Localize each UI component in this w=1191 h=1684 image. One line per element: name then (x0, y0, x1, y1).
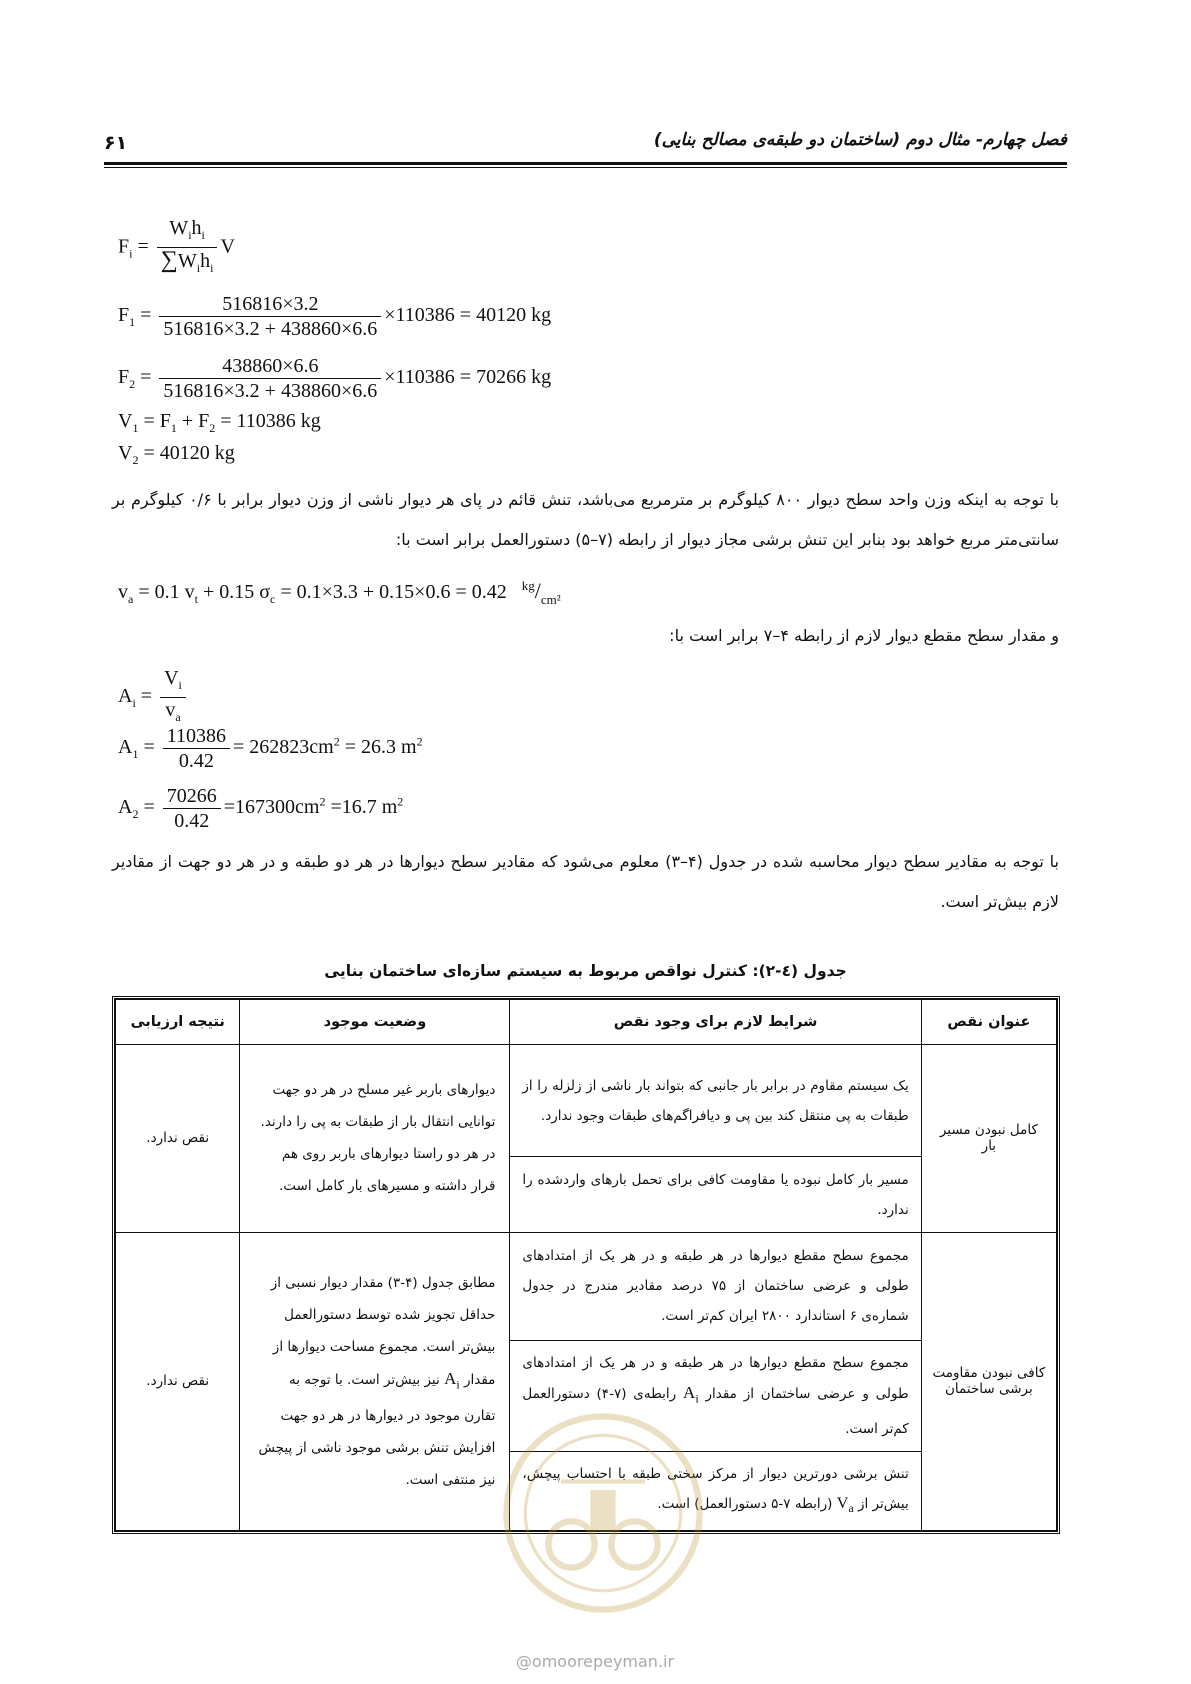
equation-va: $v_a = 0.1$ $v_t + 0.15$ $\sigma_c = 0.1\times 3.3 + 0.15\times 0.6 = 0.42$ $^{kg}/_{cm^2}$ (118, 578, 561, 607)
equation-a2: $A_2$ = $\frac{70266}{0.42}$ $=167300cm^2 =16.7$ $m^2$ (118, 785, 404, 832)
row1-status: دیوارهای باربر غیر مسلح در هر دو جهت توانایی انتقال بار از طبقات به پی را دارند. در هر دو راستا دیوارهای باربر روی هم قرار داشته و مسیرهای بار کامل است. (240, 1045, 510, 1233)
row2-result: نقص ندارد. (116, 1232, 240, 1530)
header-rule-thick (104, 162, 1067, 165)
table-row (116, 1232, 1057, 1340)
chapter-title: فصل چهارم- مثال دوم (ساختمان دو طبقه‌ی مصالح بنایی) (653, 130, 1067, 150)
paragraph-conclusion: با توجه به مقادیر سطح دیوار محاسبه شده در جدول (۴–۳) معلوم می‌شود که مقادیر سطح دیوارها در هر دو طبقه و در هر دو جهت از مقادیر لازم بیش‌تر است. (112, 852, 1060, 911)
row2-condition-2: مجموع سطح مقطع دیوارها در هر طبقه و در هر یک از امتدادهای طولی و عرضی ساختمان از مقدار $A_i$ رابطه‌ی (۷-۴) دستورالعمل کم‌تر است. (510, 1341, 921, 1451)
equation-v2: $V_2 = 40120$ kg (118, 442, 235, 467)
row1-condition-2: مسیر بار کامل نبوده یا مقاومت کافی برای تحمل بارهای واردشده را ندارد. (510, 1157, 921, 1232)
table-caption: جدول (٤-٢): کنترل نواقص مربوط به سیستم سازه‌ای ساختمان بنایی (324, 962, 847, 980)
header-result: نتیجه ارزیابی (116, 1000, 240, 1045)
table-header-row (116, 1000, 1057, 1045)
equation-f1: $F_1$ = $\frac{516816\times 3.2}{516816\times 3.2 + 438860\times 6.6}$ ×110386 = 40120 kg (118, 293, 552, 340)
seal-watermark-icon (498, 1408, 708, 1618)
header-conditions: شرایط لازم برای وجود نقص (510, 1000, 921, 1045)
row1-result: نقص ندارد. (116, 1045, 240, 1233)
row2-title: کافی نبودن مقاومت برشی ساختمان (921, 1232, 1056, 1530)
equation-a1: $A_1$ = $\frac{110386}{0.42}$ = $262823cm^2 = 26.3$ $m^2$ (118, 725, 423, 772)
paragraph-wall-stress: با توجه به اینکه وزن واحد سطح دیوار ۸۰۰ کیلوگرم بر مترمربع می‌باشد، تنش قائم در پای هر دیوار ناشی از وزن دیوار برابر با ۰/۶ کیلوگرم بر سانتی‌متر مربع خواهد بود بنابر این تنش برشی مجاز دیوار از رابطه (۷–۵) دستورالعمل برابر است با: (112, 490, 1060, 549)
row2-condition-3: تنش برشی دورترین دیوار از مرکز سختی طبقه با احتساب پیچش، بیش‌تر از $V_a$ (رابطه ۷-۵ دستورالعمل) است. (510, 1451, 921, 1530)
website-watermark: @omoorepeyman.ir (515, 1652, 675, 1671)
equation-fi: $F_i$ = $\frac{W_ih_i}{\sum W_ih_i}$ V (118, 217, 235, 275)
row2-condition-1: مجموع سطح مقطع دیوارها در هر طبقه و در هر یک از امتدادهای طولی و عرضی ساختمان از ۷۵ درصد مقادیر مندرج در جدول شماره‌ی ۶ استاندارد ۲۸۰۰ ایران کم‌تر است. (510, 1232, 921, 1340)
equation-ai: $A_i$ = $\frac{V_i}{v_a}$ (118, 666, 189, 729)
equation-f2: $F_2$ = $\frac{438860\times 6.6}{516816\times 3.2 + 438860\times 6.6}$ ×110386 = 70266 kg (118, 355, 552, 402)
row1-condition-1: یک سیستم مقاوم در برابر بار جانبی که بتواند بار ناشی از زلزله را از طبقات به پی منتقل کند بین پی و دیافراگم‌های طبقات وجود ندارد. (510, 1045, 921, 1157)
page-number: ۶۱ (104, 132, 128, 154)
paragraph-required-area: و مقدار سطح مقطع دیوار لازم از رابطه ۴–۷ برابر است با: (669, 626, 1059, 645)
header-rule-thin (104, 167, 1067, 168)
header-status: وضعیت موجود (240, 1000, 510, 1045)
row2-status: مطابق جدول (۴-۳) مقدار دیوار نسبی از حداقل تجویز شده توسط دستورالعمل بیش‌تر است. مجموع مساحت دیوارها از مقدار $A_i$ نیز بیش‌تر است. با توجه به تقارن موجود در دیوارها در هر دو جهت افزایش تنش برشی موجود ناشی از پیچش نیز منتفی است. (240, 1232, 510, 1530)
table-row (116, 1045, 1057, 1157)
row1-title: کامل نبودن مسیر بار (921, 1045, 1056, 1233)
header-title: عنوان نقص (921, 1000, 1056, 1045)
equation-v1: $V_1 = F_1 + F_2 = 110386$ kg (118, 410, 321, 435)
